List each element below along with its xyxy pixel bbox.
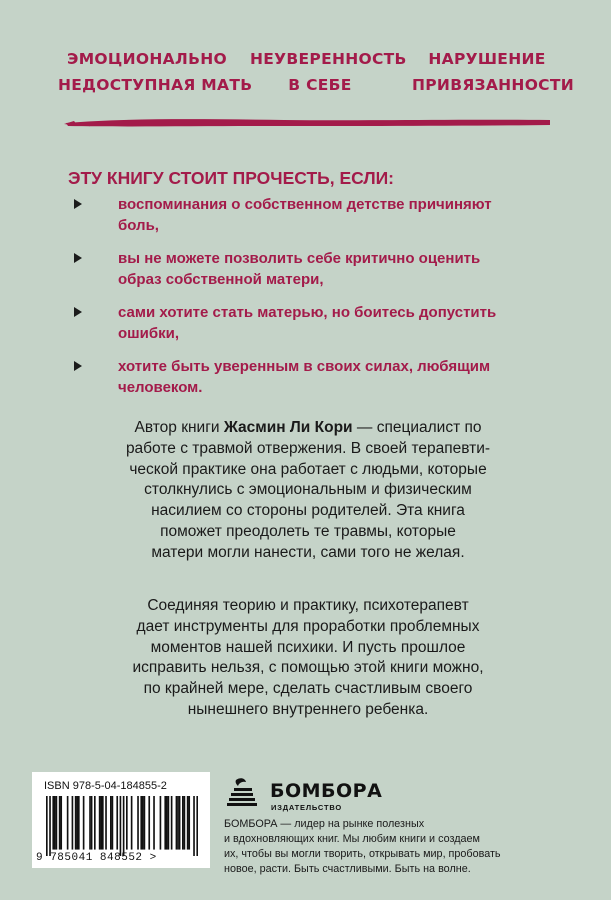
bombora-logo-icon	[226, 776, 262, 810]
triangle-bullet-icon	[74, 361, 82, 371]
author-paragraph	[88, 418, 528, 564]
barcode-bar	[99, 796, 101, 850]
barcode-bar	[116, 796, 118, 850]
author-prefix: Автор книги	[134, 419, 224, 436]
barcode-digits: 9 785041 848552 >	[36, 852, 157, 864]
list-item-line: человеком.	[118, 379, 203, 396]
paragraph-line: по крайней мере, сделать счастливым своего	[143, 680, 473, 698]
barcode-bar	[184, 796, 186, 850]
barcode-bar	[171, 796, 173, 850]
barcode-bar	[144, 796, 146, 850]
barcode-bar	[187, 796, 189, 850]
barcode-bar	[179, 796, 181, 850]
barcode-bar	[46, 796, 48, 856]
barcode-bar	[76, 796, 78, 850]
paragraph-line: работе с травмой отвержения. В своей терапевти-	[125, 439, 491, 457]
barcode-bar	[142, 796, 144, 850]
barcode-bar	[112, 796, 114, 850]
barcode-bar	[105, 796, 107, 850]
barcode-bar	[94, 796, 96, 850]
barcode-bar	[123, 796, 125, 856]
barcode-bar	[137, 796, 139, 850]
barcode-bar	[182, 796, 184, 850]
barcode-bar	[54, 796, 56, 850]
isbn-barcode	[32, 772, 210, 868]
barcode-bar	[100, 796, 102, 850]
topic-line: ЭМОЦИОНАЛЬНО	[67, 50, 227, 68]
barcode-bar	[110, 796, 112, 850]
paragraph-line: дает инструменты для проработки проблемных	[136, 617, 480, 635]
barcode-bar	[72, 796, 74, 850]
about-line: БОМБОРА — лидер на рынке полезных	[224, 818, 425, 830]
barcode-bar	[126, 796, 128, 850]
triangle-bullet-icon	[74, 307, 82, 317]
barcode-bar	[160, 796, 162, 850]
topic-emotionally-unavailable-mother	[58, 46, 253, 98]
section-heading: ЭТУ КНИГУ СТОИТ ПРОЧЕСТЬ, ЕСЛИ:	[68, 168, 395, 188]
barcode-bar	[177, 796, 179, 850]
barcode-bar	[56, 796, 58, 850]
barcode-bar	[193, 796, 195, 856]
barcode-bar	[140, 796, 142, 850]
topic-attachment-disorder	[412, 46, 575, 98]
barcode-bars	[46, 796, 198, 856]
barcode-bar	[78, 796, 80, 850]
paragraph-line: исправить нельзя, с помощью этой книги можно,	[132, 659, 484, 677]
author-suffix: — специалист по	[352, 419, 482, 436]
barcode-bar	[75, 796, 77, 850]
list-item-line: сами хотите стать матерью, но боитесь допустить	[118, 304, 497, 321]
barcode-bar	[83, 796, 85, 850]
paragraph-line: столкнулись с эмоциональным и физическим	[144, 481, 472, 499]
paragraph-line: ческой практике она работает с людьми, которые	[129, 460, 487, 478]
list-item-line: образ собственной матери,	[118, 271, 324, 288]
about-line: и вдохновляющих книг. Мы любим книги и создаем	[224, 833, 480, 845]
list-item-line: вы не можете позволить себе критично оценить	[118, 250, 481, 267]
list-item	[70, 248, 550, 290]
barcode-bar	[52, 796, 54, 850]
barcode-bar	[153, 796, 155, 850]
method-paragraph	[88, 596, 528, 721]
barcode-bar	[196, 796, 198, 856]
list-item	[70, 356, 550, 398]
list-item-line: ошибки,	[118, 325, 180, 342]
topic-line: НЕУВЕРЕННОСТЬ	[250, 50, 407, 68]
topic-line: НЕДОСТУПНАЯ МАТЬ	[58, 76, 253, 94]
barcode-bar	[91, 796, 93, 850]
barcode-bar	[188, 796, 190, 850]
topic-line: НАРУШЕНИЕ	[428, 50, 546, 68]
list-item-line: хотите быть уверенным в своих силах, любящим	[118, 358, 491, 375]
barcode-bar	[131, 796, 133, 850]
topic-line: В СЕБЕ	[288, 76, 352, 94]
paragraph-line: нынешнего внутреннего ребенка.	[187, 700, 429, 718]
list-item-line: боль,	[118, 217, 159, 234]
barcode-bar	[166, 796, 168, 850]
author-name: Жасмин Ли Кори	[223, 419, 353, 436]
barcode-bar	[164, 796, 166, 850]
reasons-list	[70, 194, 550, 410]
triangle-bullet-icon	[74, 253, 82, 263]
isbn-label: ISBN 978-5-04-184855-2	[44, 780, 167, 792]
barcode-bar	[59, 796, 61, 850]
topic-self-doubt	[250, 46, 407, 98]
publisher-about	[224, 817, 501, 877]
publisher-subtitle: ИЗДАТЕЛЬСТВО	[271, 803, 342, 812]
list-item	[70, 302, 550, 344]
paragraph-line: насилием со стороны родителей. Эта книга	[151, 502, 465, 520]
publisher-brand: БОМБОРА	[270, 780, 383, 802]
barcode-bar	[102, 796, 104, 850]
topic-line: ПРИВЯЗАННОСТИ	[412, 76, 575, 94]
brush-stroke-divider	[64, 114, 552, 130]
barcode-bar	[67, 796, 69, 850]
barcode-bar	[89, 796, 91, 850]
about-line: новое, расти. Быть счастливыми. Быть на волне.	[224, 863, 471, 875]
barcode-bar	[148, 796, 150, 850]
barcode-bar	[168, 796, 170, 850]
barcode-bar	[49, 796, 51, 856]
triangle-bullet-icon	[74, 199, 82, 209]
about-line: их, чтобы вы могли творить, открывать мир, пробовать	[224, 848, 501, 860]
paragraph-line: матери могли нанести, сами того не желая.	[151, 543, 465, 561]
barcode-bar	[176, 796, 178, 850]
paragraph-line: Соединяя теорию и практику, психотерапевт	[147, 597, 469, 614]
list-item	[70, 194, 550, 236]
list-item-line: воспоминания о собственном детстве причиняют	[118, 196, 492, 213]
paragraph-line	[88, 418, 528, 439]
barcode-bar	[120, 796, 122, 856]
paragraph-line: поможет преодолеть те травмы, которые	[160, 522, 456, 540]
paragraph-line: моментов нашей психики. И пусть прошлое	[150, 638, 466, 656]
barcode-bar	[60, 796, 62, 850]
